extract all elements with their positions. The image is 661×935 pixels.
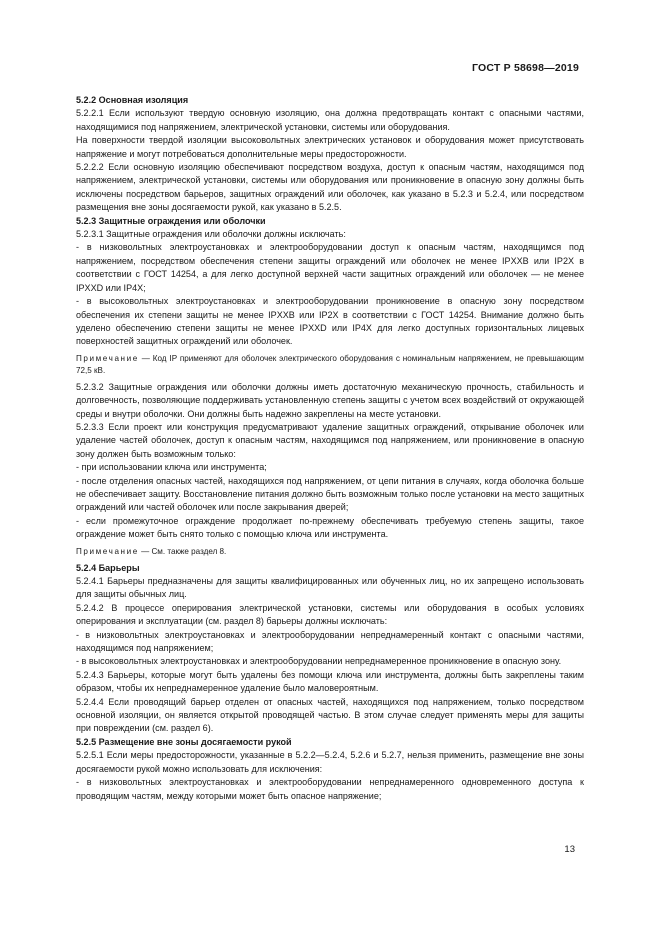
section-heading-5-2-2: 5.2.2 Основная изоляция [76,95,189,105]
section-heading-5-2-3: 5.2.3 Защитные ограждения или оболочки [76,215,266,226]
list-item: - в низковольтных электроустановках и электрооборудовании непреднамеренный контакт с опасными частями, находящимся под напряжением; [76,629,584,654]
list-item: - если промежуточное ограждение продолжает по-прежнему обеспечивать требуемую степень защиты, такое ограждение может быть снято только с помощью ключа или инструмента. [76,515,584,540]
document-body [76,94,584,803]
page-number: 13 [564,844,575,855]
paragraph: 5.2.2.1 Если используют твердую основную изоляцию, она должна предотвращать контакт с опасными частями, находящимися под напряжением, электрической установки, системы или оборудования. [76,108,584,132]
paragraph: 5.2.5.1 Если меры предосторожности, указанные в 5.2.2—5.2.4, 5.2.6 и 5.2.7, нельзя применить, размещение вне зоны досягаемости рукой можно использовать для исключения: [76,750,584,774]
note [76,353,584,377]
paragraph: 5.2.3.2 Защитные ограждения или оболочки должны иметь достаточную механическую прочность, стабильность и долговечность, позволяющие поддерживать установленную степень защиты с учетом всех воздействий от окружающей среды и внутри оболочки. Они должны быть надежно закреплены на месте установки. [76,381,584,419]
paragraph: 5.2.4.2 В процессе оперирования электрической установки, системы или оборудования в особых условиях оперирования и эксплуатации (см. раздел 8) барьеры должны исключать: [76,602,584,627]
section-heading-5-2-5: 5.2.5 Размещение вне зоны досягаемости рукой [76,736,292,747]
document-header: ГОСТ Р 58698—2019 [471,62,579,74]
list-item: - в высоковольтных электроустановках и электрооборудовании непреднамеренное проникновение в опасную зону. [76,656,562,667]
section-heading-5-2-4: 5.2.4 Барьеры [76,562,140,573]
note-text: — Код IP применяют для оболочек электрического оборудования с номинальным напряжением, не превышающим 72,5 кВ. [76,353,584,375]
paragraph: 5.2.3.1 Защитные ограждения или оболочки должны исключать: [76,229,346,240]
note-label: Примечание [76,546,139,556]
list-item: - в низковольтных электроустановках и электрооборудовании непреднамеренного одновременного доступа к проводящим частям, между которыми может быть опасное напряжение; [76,777,584,801]
note-label: Примечание [76,353,139,363]
paragraph: 5.2.4.4 Если проводящий барьер отделен от опасных частей, находящихся под напряжением, только посредством основной изоляции, он является открытой проводящей частью. В этом случае следует применять меры для защиты при повреждении (см. раздел 6). [76,696,584,734]
list-item: - в высоковольтных электроустановках и электрооборудовании проникновение в опасную зону посредством обеспечения их степени защиты не менее IPXXB или IP2X в соответствии с ГОСТ 14254. Внимание должно быть уделено обеспечению степени защиты не менее IPXXD или IP4X для легко доступных горизонтальных лицевых поверхностей защитных ограждений или оболочек. [76,296,584,347]
list-item: - при использовании ключа или инструмента; [76,462,267,473]
note [76,546,584,558]
paragraph: 5.2.4.3 Барьеры, которые могут быть удалены без помощи ключа или инструмента, должны быть закреплены таким образом, чтобы их непреднамеренное удаление было маловероятным. [76,669,584,694]
paragraph: 5.2.4.1 Барьеры предназначены для защиты квалифицированных или обученных лиц, но их запрещено использовать для защиты обычных лиц. [76,576,584,600]
note-text: — См. также раздел 8. [138,546,227,556]
list-item: - после отделения опасных частей, находящихся под напряжением, от цепи питания в случаях, когда оболочка больше не обеспечивает защиту. Восстановление питания должно быть возможным только после установки на место защитных ограждений или частей оболочек или после закрывания дверей; [76,475,584,513]
paragraph: На поверхности твердой изоляции высоковольтных электрических установок и оборудования может присутствовать напряжение и могут потребоваться дополнительные меры предосторожности. [76,135,584,159]
paragraph: 5.2.2.2 Если основную изоляцию обеспечивают посредством воздуха, доступ к опасным частям, находящимся под напряжением, электрической установки, системы или оборудования или проникновение в опасную зону должны быть исключены посредством барьеров, защитных ограждений или оболочек, как указано в 5.2.3 и 5.2.4, или посредством размещения вне зоны досягаемости рукой, как указано в 5.2.5. [76,162,584,213]
list-item: - в низковольтных электроустановках и электрооборудовании доступ к опасным частям, находящимся под напряжением, посредством обеспечения степени защиты ограждений или оболочек не менее IPXXB или IP2X в соответствии с ГОСТ 14254, а для легко доступной верхней части защитных ограждений или оболочек — не менее IPXXD или IP4X; [76,242,584,293]
paragraph: 5.2.3.3 Если проект или конструкция предусматривают удаление защитных ограждений, открывание оболочек или удаление частей оболочек, доступ к опасным частям, находящимся под напряжением, или проникновение в опасную зону должен быть возможным только: [76,421,584,459]
